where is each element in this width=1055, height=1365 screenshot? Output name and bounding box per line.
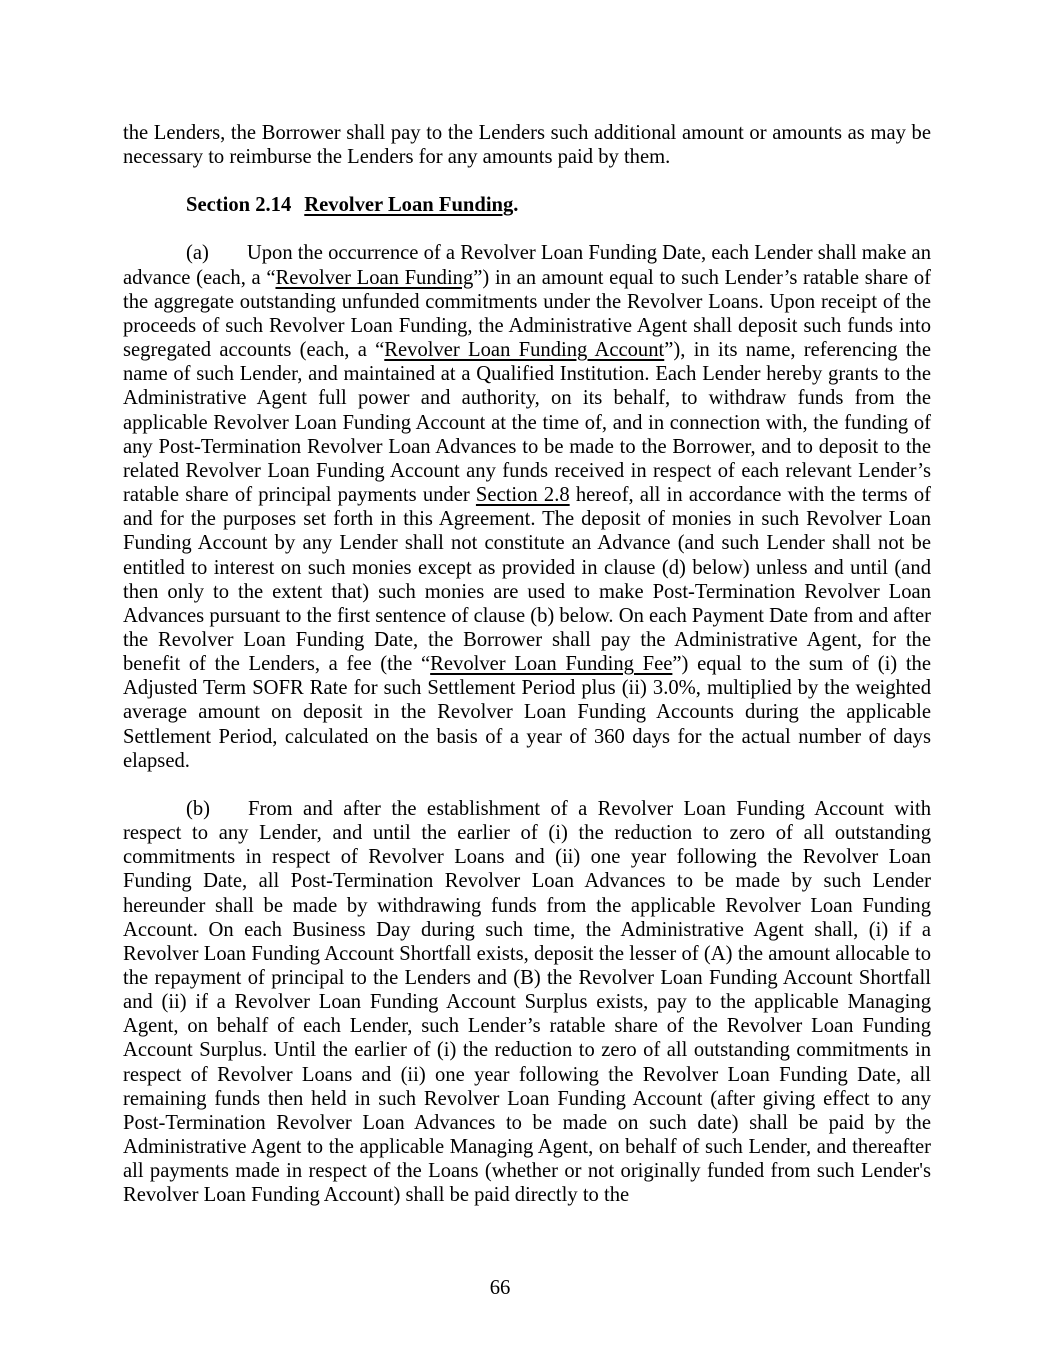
- text-run: the Lenders, the Borrower shall pay to the Lenders such additional amount or amounts as may be necessary to reimburse the Lenders for any amounts paid by them.: [123, 122, 931, 169]
- underlined-defined-term: Revolver Loan Funding Account: [384, 339, 665, 362]
- underlined-defined-term: Revolver Loan Funding Fee: [430, 653, 673, 676]
- text-run: (a): [186, 242, 209, 265]
- text-run: .: [513, 194, 519, 217]
- section-heading: [123, 193, 931, 217]
- text-run: ”) in an amount equal to such Lender’s ratable share of the aggregate outstanding unfunded commitments under the Revolver Loans. Upon receipt of the proceeds of such Revolver Loan Funding, the Administrative Agent shall deposit such funds into segregated accounts (each, a “: [123, 266, 931, 362]
- text-run: ”), in its name, referencing the name of such Lender, and maintained at a Qualified Institution. Each Lender hereby grants to the Administrative Agent full power and authority, on its behalf, to withdraw funds from the applicable Revolver Loan Funding Account at the time of, and in connection with, the funding of any Post-Termination Revolver Loan Advances to be made to the Borrower, and to deposit to the related Revolver Loan Funding Account any funds received in respect of each relevant Lender’s ratable share of principal payments under: [123, 339, 931, 507]
- page-number: 66: [489, 1277, 511, 1299]
- text-run: Upon the occurrence of a Revolver Loan Funding Date, each Lender shall make an advance (each, a “: [123, 242, 931, 289]
- underlined-defined-term: Section 2.8: [475, 484, 570, 507]
- text-run: Section 2.14: [186, 194, 292, 217]
- text-run: (b): [186, 797, 211, 820]
- underlined-defined-term: Revolver Loan Funding: [304, 194, 514, 217]
- text-run: ”) equal to the sum of (i) the Adjusted Term SOFR Rate for such Settlement Period plus (ii) 3.0%, multiplied by the weighted average amount on deposit in the Revolver Loan Funding Accounts during the applicable Settlement Period, calculated on the basis of a year of 360 days for the actual number of days elapsed.: [123, 653, 931, 772]
- document-body: [123, 121, 931, 1232]
- text-run: From and after the establishment of a Revolver Loan Funding Account with respect to any Lender, and until the earlier of (i) the reduction to zero of all outstanding commitments in respect of Revolver Loans and (ii) one year following the Revolver Loan Funding Date, all Post-Termination Revolver Loan Advances to be made by such Lender hereunder shall be made by withdrawing funds from the applicable Revolver Loan Funding Account. On each Business Day during such time, the Administrative Agent shall, (i) if a Revolver Loan Funding Account Shortfall exists, deposit the lesser of (A) the amount allocable to the repayment of principal to the Lenders and (B) the Revolver Loan Funding Account Shortfall and (ii) if a Revolver Loan Funding Account Surplus exists, pay to the applicable Managing Agent, on behalf of each Lender, such Lender’s ratable share of the Revolver Loan Funding Account Surplus. Until the earlier of (i) the reduction to zero of all outstanding commitments in respect of Revolver Loans and (ii) one year following the Revolver Loan Funding Date, all remaining funds then held in such Revolver Loan Funding Account (after giving effect to any Post-Termination Revolver Loan Advances to be made on such date) shall be paid by the Administrative Agent to the applicable Managing Agent, on behalf of such Lender, and thereafter all payments made in respect of the Loans (whether or not originally funded from such Lender's Revolver Loan Funding Account) shall be paid directly to the: [123, 797, 931, 1207]
- paragraph-b: [123, 797, 931, 1208]
- paragraph-a: [123, 241, 931, 772]
- continuation-paragraph: [123, 121, 931, 169]
- underlined-defined-term: Revolver Loan Funding: [275, 266, 474, 289]
- text-run: hereof, all in accordance with the terms of and for the purposes set forth in this Agreement. The deposit of monies in such Revolver Loan Funding Account by any Lender shall not constitute an Advance (and such Lender shall not be entitled to interest on such monies except as provided in clause (d) below) unless and until (and then only to the extent that) such monies are used to make Post-Termination Revolver Loan Advances pursuant to the first sentence of clause (b) below. On each Payment Date from and after the Revolver Loan Funding Date, the Borrower shall pay the Administrative Agent, for the benefit of the Lenders, a fee (the “: [123, 484, 931, 676]
